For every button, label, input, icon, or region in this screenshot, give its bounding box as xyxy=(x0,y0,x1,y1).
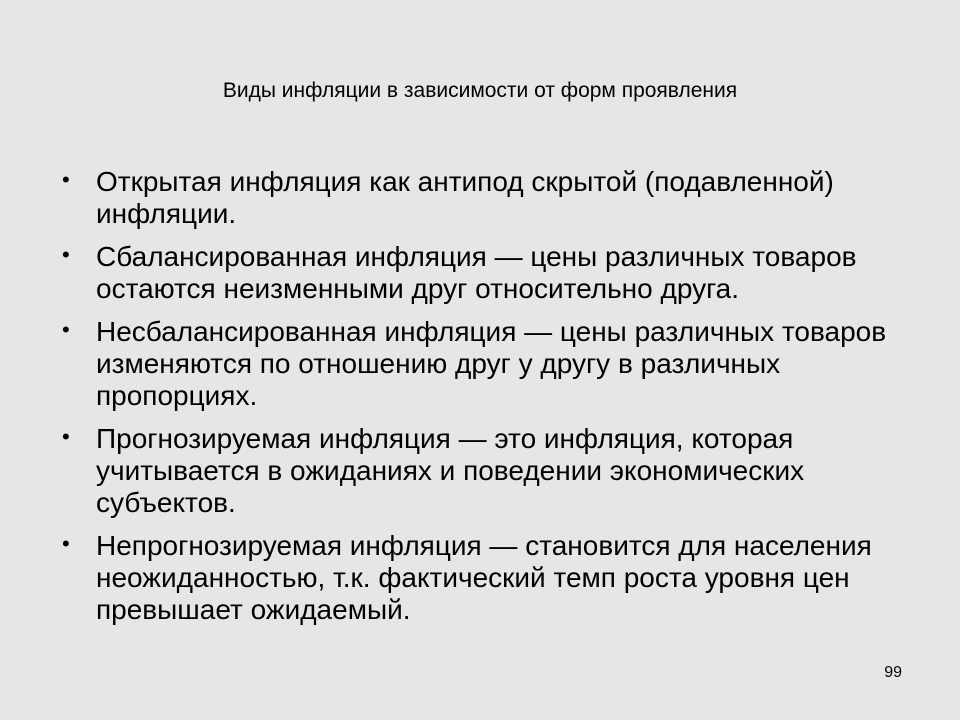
bullet-text: Несбалансированная инфляция — цены различных товаров изменяются по отношению друг у другу в различных пропорциях. xyxy=(96,316,887,411)
bullet-item-balanced-inflation xyxy=(62,241,912,305)
bullet-text: Открытая инфляция как антипод скрытой (подавленной) инфляции. xyxy=(96,166,834,229)
bullet-item-unpredictable-inflation xyxy=(62,530,912,626)
bullet-item-predictable-inflation xyxy=(62,423,912,519)
bullet-item-unbalanced-inflation xyxy=(62,316,912,412)
bullet-marker: • xyxy=(62,242,70,267)
bullet-text: Непрогнозируемая инфляция — становится для населения неожиданностью, т.к. фактический темп роста уровня цен превышает ожидаемый. xyxy=(96,530,872,625)
bullet-marker: • xyxy=(62,531,70,556)
bullet-item-open-inflation xyxy=(62,166,912,230)
bullet-text: Сбалансированная инфляция — цены различных товаров остаются неизменными друг относительно друга. xyxy=(96,241,857,304)
bullet-marker: • xyxy=(62,317,70,342)
bullet-marker: • xyxy=(62,167,70,192)
page-number: 99 xyxy=(884,664,902,681)
bullet-text: Прогнозируемая инфляция — это инфляция, которая учитывается в ожиданиях и поведении экономических субъектов. xyxy=(96,423,805,518)
bullet-list xyxy=(62,166,912,637)
slide-title: Виды инфляции в зависимости от форм проявления xyxy=(222,79,738,102)
bullet-marker: • xyxy=(62,424,70,449)
